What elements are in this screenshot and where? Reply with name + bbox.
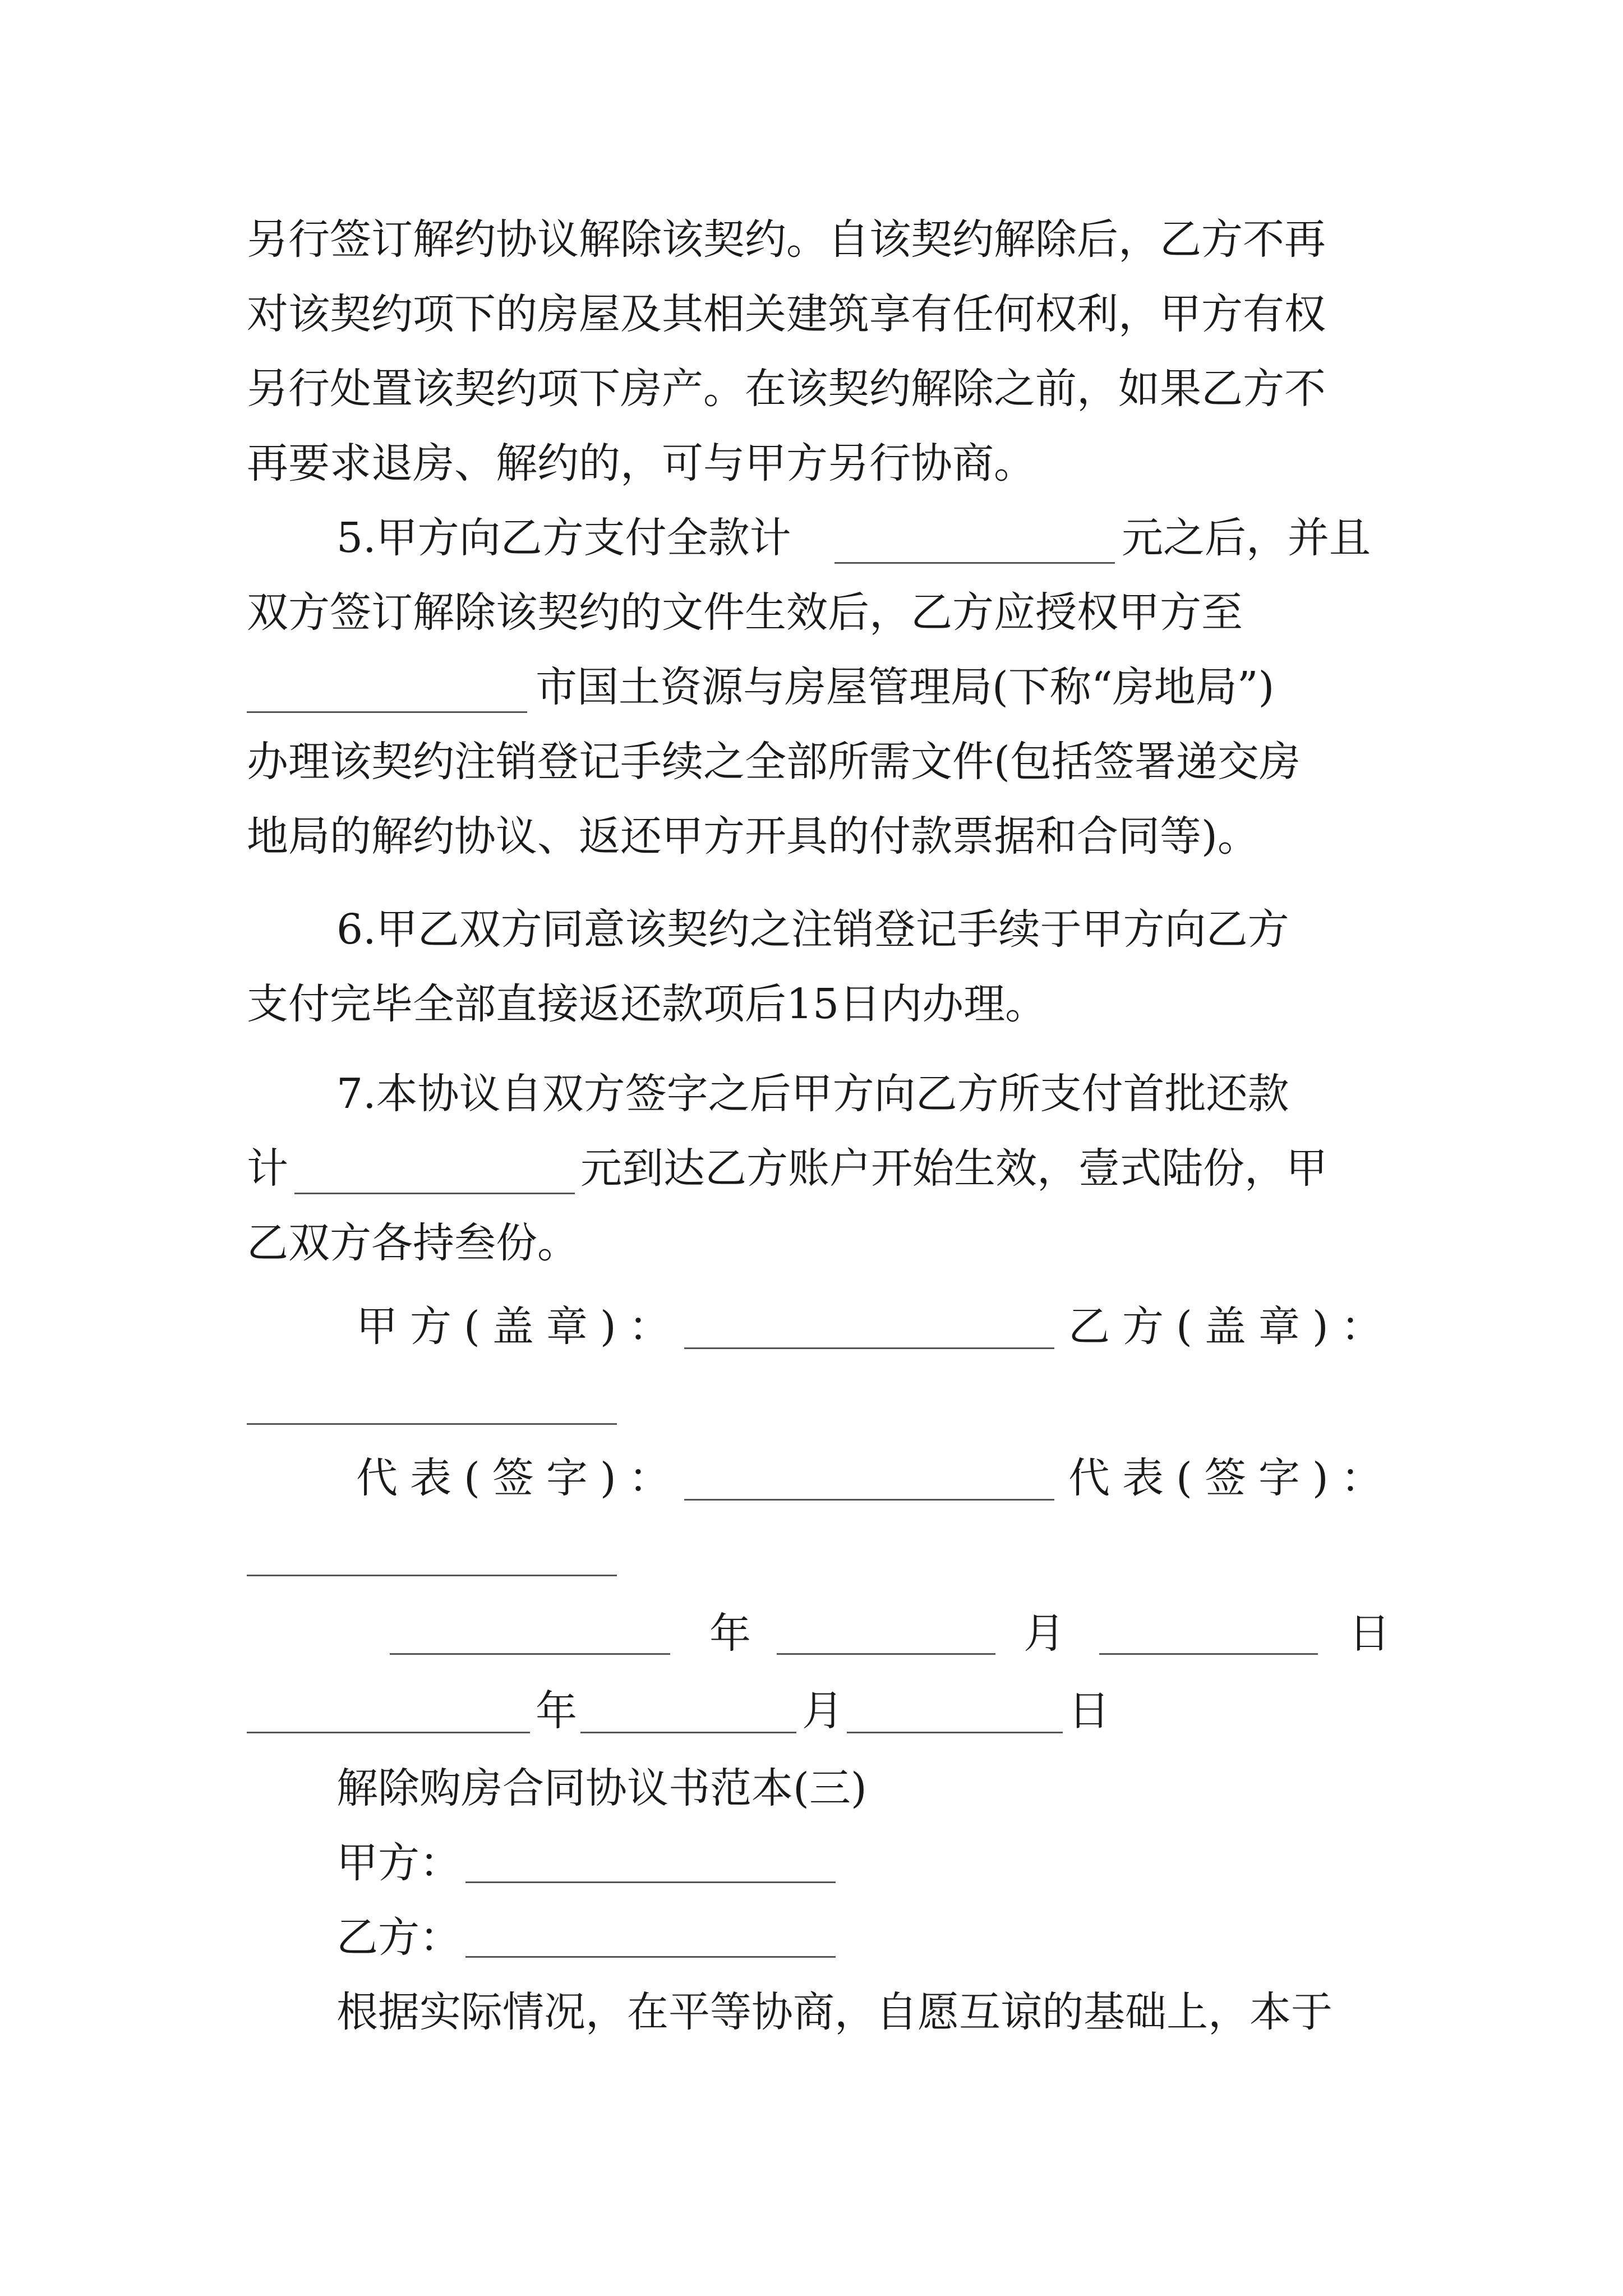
template3-intro: 根据实际情况，在平等协商，自愿互谅的基础上，本于 [336,1988,1332,2036]
clause5-line2: 双方签订解除该契约的文件生效后，乙方应授权甲方至 [247,588,1243,637]
date1-month-blank[interactable] [777,1652,995,1655]
date1-year-label: 年 [709,1609,751,1658]
date2-year-blank[interactable] [247,1731,530,1733]
paragraph-line-2: 对该契约项下的房屋及其相关建筑享有任何权利，甲方有权 [247,290,1326,338]
date1-month-label: 月 [1023,1609,1065,1658]
template3-title: 解除购房合同协议书范本(三) [336,1764,867,1812]
clause7-line2-start: 计 [247,1144,288,1193]
clause5-city-blank[interactable] [247,710,527,713]
clause5-line1-end: 元之后，并且 [1122,514,1371,562]
date2-month-blank[interactable] [580,1731,796,1733]
party-b-seal-label: 乙方(盖章)： [1068,1303,1395,1351]
date2-day-label: 日 [1068,1687,1110,1735]
clause5-line4: 办理该契约注销登记手续之全部所需文件(包括签署递交房 [247,738,1301,786]
clause5-line1-start: 5.甲方向乙方支付全款计 [336,514,791,562]
paragraph-line-4: 再要求退房、解约的，可与甲方另行协商。 [247,439,1035,487]
clause7-line2-end: 元到达乙方账户开始生效，壹式陆份，甲 [580,1144,1327,1193]
clause5-line3-end: 市国土资源与房屋管理局(下称“房地局”) [536,663,1275,711]
rep-a-sign-blank[interactable] [684,1498,1054,1501]
date2-day-blank[interactable] [847,1731,1063,1733]
template3-party-a-blank[interactable] [465,1880,836,1883]
clause6-line1: 6.甲乙双方同意该契约之注销登记手续于甲方向乙方 [336,905,1289,954]
template3-party-a-label: 甲方： [336,1839,461,1887]
date1-day-label: 日 [1349,1609,1390,1658]
template3-party-b-blank[interactable] [465,1955,836,1958]
rep-b-sign-blank[interactable] [247,1573,617,1576]
date1-day-blank[interactable] [1099,1652,1318,1655]
rep-b-sign-label: 代表(签字)： [1068,1454,1395,1502]
party-a-seal-label: 甲方(盖章)： [356,1303,683,1351]
clause5-line5: 地局的解约协议、返还甲方开具的付款票据和合同等)。 [247,812,1259,861]
rep-a-sign-label: 代表(签字)： [356,1454,683,1502]
paragraph-line-3: 另行处置该契约项下房产。在该契约解除之前，如果乙方不 [247,365,1326,413]
clause7-line3: 乙双方各持叁份。 [247,1219,579,1267]
date2-month-label: 月 [802,1687,843,1735]
template3-party-b-label: 乙方： [336,1913,461,1962]
date1-year-blank[interactable] [390,1652,670,1655]
date2-year-label: 年 [536,1687,577,1735]
clause6-line2: 支付完毕全部直接返还款项后15日内办理。 [247,980,1047,1028]
party-a-seal-blank[interactable] [684,1346,1054,1349]
clause7-line1: 7.本协议自双方签字之后甲方向乙方所支付首批还款 [336,1070,1289,1118]
clause5-amount-blank[interactable] [834,561,1115,564]
paragraph-line-1: 另行签订解约协议解除该契约。自该契约解除后，乙方不再 [247,215,1326,264]
clause7-amount-blank[interactable] [294,1191,575,1194]
party-b-seal-blank[interactable] [247,1422,617,1425]
